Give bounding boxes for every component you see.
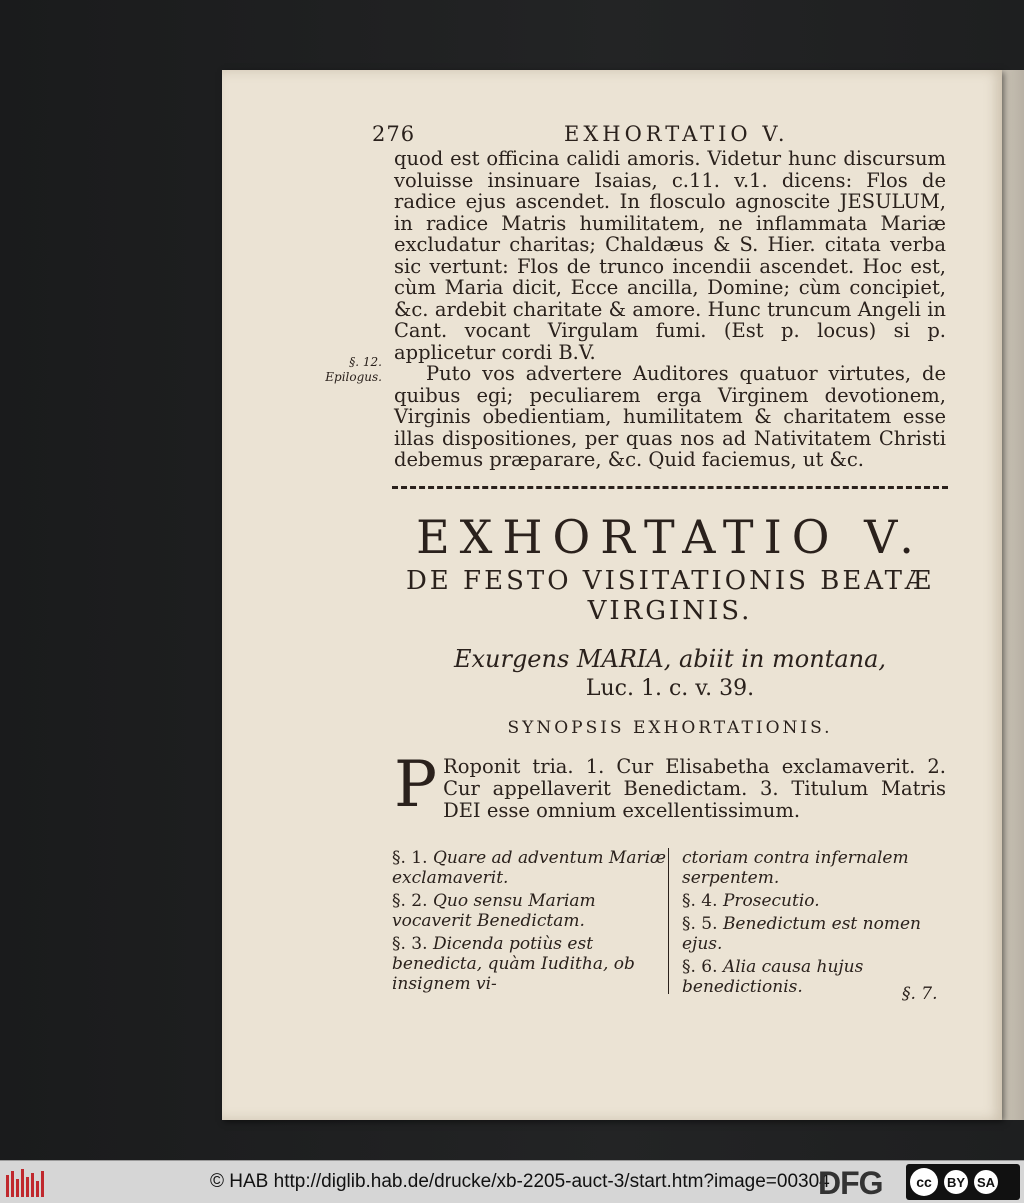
index-item-text: Quare ad adventum Mariæ exclamaverit. [392, 848, 666, 888]
subtitle-line: VIRGINIS. [587, 596, 753, 626]
index-section-number: §. 6. [682, 957, 718, 977]
running-head-title: EXHORTATIO V. [564, 122, 789, 146]
sa-icon: SA [974, 1170, 998, 1194]
index-item [392, 934, 670, 994]
index-section-number: §. 1. [392, 848, 428, 868]
body-paragraph: quod est officina calidi amoris. Videtur hunc discursum voluisse insinuare Isaias, c.11. v.1. dicens: Flos de radice ejus ascendet. In flosculo agnoscite JESULUM, in radice Matris humilitatem, ne inflammata Mariæ excludatur charitas; Chaldæus & S. Hier. citata verba sic vertunt: Flos de trunco incendii ascendet. Hoc est, cùm Maria dicit, Ecce ancilla, Domine; cùm concipiet, &c. ardebit charitate & amore. Hunc truncum Angeli in Cant. vocant Virgulam fumi. (Est p. locus) si p. applicetur cordi B.V. [394, 147, 946, 364]
verse-reference: Luc. 1. c. v. 39. [585, 676, 755, 701]
body-text [394, 148, 946, 471]
index-section-number: §. 4. [682, 891, 718, 911]
index-item [682, 891, 950, 911]
index-item [392, 891, 670, 931]
index-item-text: ctoriam contra infernalem serpentem. [682, 848, 909, 888]
subtitle-line: DE FESTO VISITATIONIS BEATÆ [405, 566, 935, 596]
index-item-text: Benedictum est nomen ejus. [682, 914, 921, 954]
cc-icon: cc [910, 1168, 938, 1196]
index-item [682, 848, 950, 888]
page-number: 276 [372, 122, 416, 146]
index-section-number: §. 3. [392, 934, 428, 954]
index-item-text: Prosecutio. [722, 891, 820, 911]
body-paragraph: Puto vos advertere Auditores quatuor virtutes, de quibus egi; peculiarem erga Virginem devotionem, Virginis obedientiam, humilitatem & charitatem esse illas dispositiones, per quas nos ad Nativitatem Christi debemus præparare, &c. Quid faciemus, ut &c. [394, 362, 946, 471]
section-index [392, 848, 948, 998]
catchword: §. 7. [902, 984, 938, 1004]
synopsis-paragraph [394, 748, 946, 822]
book-page [222, 70, 1002, 1120]
scripture-verse [392, 644, 948, 704]
divider-rule [392, 486, 948, 493]
index-section-number: §. 2. [392, 891, 428, 911]
index-column-divider [668, 848, 669, 994]
index-item-text: Alia causa hujus benedictionis. [682, 957, 864, 997]
index-section-number: §. 5. [682, 914, 718, 934]
by-icon: BY [944, 1170, 968, 1194]
synopsis-heading: SYNOPSIS EXHORTATIONIS. [507, 718, 833, 738]
chapter-title: EXHORTATIO V. [416, 510, 924, 564]
chapter-subtitle [392, 566, 948, 626]
index-item-text: Dicenda potiùs est benedicta, quàm Iuditha, ob insignem vi- [392, 934, 635, 994]
margin-note-section: §. 12. [349, 355, 382, 369]
index-item [392, 848, 670, 888]
margin-note [322, 355, 382, 385]
synopsis-text: Roponit tria. 1. Cur Elisabetha exclamaverit. 2. Cur appellaverit Benedictam. 3. Titulum Matris DEI esse omnium excellentissimum. [443, 755, 946, 822]
verse-text: Exurgens MARIA, abiit in montana, [453, 645, 887, 673]
drop-cap: P [394, 748, 438, 822]
index-item-text: Quo sensu Mariam vocaverit Benedictam. [392, 891, 596, 931]
source-link[interactable]: © HAB http://diglib.hab.de/drucke/xb-2205-auct-3/start.htm?image=00304 [210, 1171, 830, 1192]
cc-license-badge[interactable] [906, 1164, 1020, 1200]
footer-bar [0, 1160, 1024, 1203]
index-column-left [392, 848, 670, 997]
index-column-right [682, 848, 950, 1000]
dfg-logo[interactable]: DFG [818, 1165, 883, 1201]
index-item [682, 914, 950, 954]
margin-note-label: Epilogus. [325, 370, 382, 384]
hab-logo-icon[interactable] [6, 1167, 46, 1197]
